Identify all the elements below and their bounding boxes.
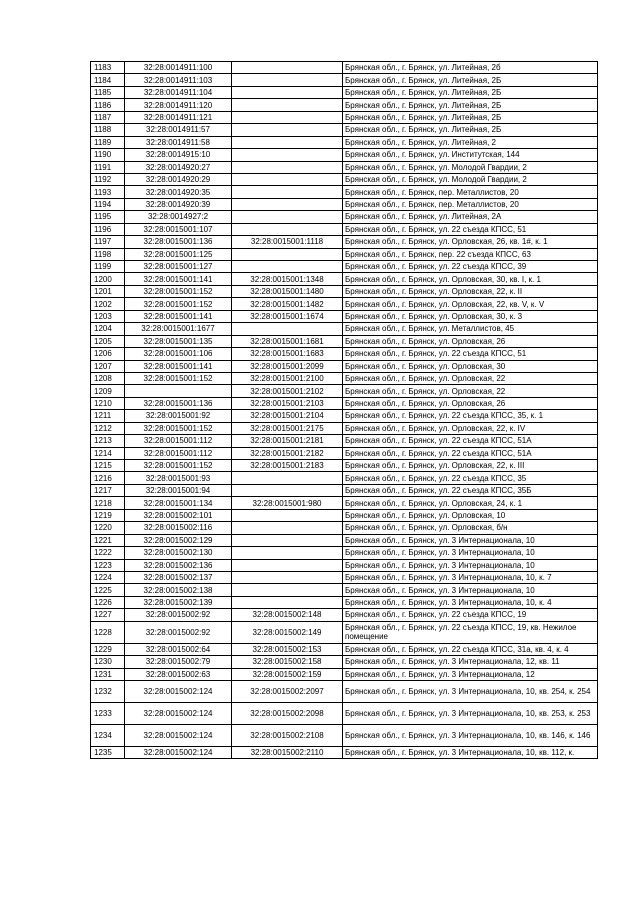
row-number-cell: 1229 [91,643,125,655]
building-cadastral-number-cell [232,111,343,123]
land-cadastral-number-cell: 32:28:0015002:101 [125,509,232,521]
document-page [90,61,598,759]
building-cadastral-number-cell: 32:28:0015001:2183 [232,460,343,472]
building-cadastral-number-cell: 32:28:0015002:158 [232,656,343,668]
building-cadastral-number-cell: 32:28:0015001:1482 [232,298,343,310]
building-cadastral-number-cell: 32:28:0015002:2097 [232,681,343,703]
land-cadastral-number-cell: 32:28:0015002:130 [125,547,232,559]
address-cell: Брянская обл., г. Брянск, ул. Молодой Гвардии, 2 [343,161,598,173]
building-cadastral-number-cell: 32:28:0015001:2099 [232,360,343,372]
building-cadastral-number-cell: 32:28:0015002:2098 [232,703,343,725]
building-cadastral-number-cell [232,261,343,273]
building-cadastral-number-cell [232,534,343,546]
address-cell: Брянская обл., г. Брянск, ул. Литейная, 2Б [343,99,598,111]
address-cell: Брянская обл., г. Брянск, ул. Орловская, 22, к. III [343,460,598,472]
table-row [91,522,598,534]
address-cell: Брянская обл., г. Брянск, ул. 3 Интернационала, 10 [343,534,598,546]
table-row [91,298,598,310]
row-number-cell: 1197 [91,236,125,248]
address-cell: Брянская обл., г. Брянск, ул. 3 Интернационала, 10 [343,584,598,596]
building-cadastral-number-cell [232,198,343,210]
address-cell: Брянская обл., г. Брянск, ул. 3 Интернационала, 10, кв. 253, к. 253 [343,703,598,725]
land-cadastral-number-cell: 32:28:0014911:58 [125,136,232,148]
table-row [91,323,598,335]
address-cell: Брянская обл., г. Брянск, ул. Орловская, б/н [343,522,598,534]
building-cadastral-number-cell [232,136,343,148]
building-cadastral-number-cell [232,211,343,223]
table-row [91,99,598,111]
building-cadastral-number-cell [232,559,343,571]
table-row [91,621,598,643]
building-cadastral-number-cell: 32:28:0015001:980 [232,497,343,509]
building-cadastral-number-cell [232,522,343,534]
table-row [91,248,598,260]
building-cadastral-number-cell [232,173,343,185]
row-number-cell: 1221 [91,534,125,546]
building-cadastral-number-cell [232,149,343,161]
land-cadastral-number-cell: 32:28:0015001:152 [125,372,232,384]
building-cadastral-number-cell: 32:28:0015001:1480 [232,285,343,297]
table-row [91,571,598,583]
table-row [91,410,598,422]
land-cadastral-number-cell: 32:28:0015002:139 [125,596,232,608]
address-cell: Брянская обл., г. Брянск, ул. Литейная, 2б [343,62,598,74]
cadastral-table [90,61,598,759]
table-row [91,497,598,509]
table-row [91,173,598,185]
land-cadastral-number-cell: 32:28:0015002:116 [125,522,232,534]
land-cadastral-number-cell: 32:28:0015001:141 [125,273,232,285]
row-number-cell: 1226 [91,596,125,608]
land-cadastral-number-cell: 32:28:0015002:92 [125,621,232,643]
table-row [91,509,598,521]
land-cadastral-number-cell: 32:28:0014920:27 [125,161,232,173]
table-row [91,285,598,297]
building-cadastral-number-cell: 32:28:0015001:2100 [232,372,343,384]
building-cadastral-number-cell [232,161,343,173]
row-number-cell: 1205 [91,335,125,347]
address-cell: Брянская обл., г. Брянск, ул. 22 съезда КПСС, 51 [343,348,598,360]
land-cadastral-number-cell: 32:28:0015001:136 [125,236,232,248]
address-cell: Брянская обл., г. Брянск, ул. Орловская, 26, кв. 1#, к. 1 [343,236,598,248]
row-number-cell: 1187 [91,111,125,123]
land-cadastral-number-cell: 32:28:0015002:138 [125,584,232,596]
address-cell: Брянская обл., г. Брянск, ул. Орловская, 22 [343,385,598,397]
land-cadastral-number-cell: 32:28:0014920:29 [125,173,232,185]
row-number-cell: 1214 [91,447,125,459]
row-number-cell: 1222 [91,547,125,559]
building-cadastral-number-cell: 32:28:0015002:149 [232,621,343,643]
land-cadastral-number-cell: 32:28:0014911:103 [125,74,232,86]
row-number-cell: 1184 [91,74,125,86]
row-number-cell: 1195 [91,211,125,223]
land-cadastral-number-cell: 32:28:0015002:79 [125,656,232,668]
land-cadastral-number-cell: 32:28:0014911:121 [125,111,232,123]
table-row [91,86,598,98]
row-number-cell: 1211 [91,410,125,422]
table-row [91,747,598,759]
building-cadastral-number-cell: 32:28:0015001:2175 [232,422,343,434]
row-number-cell: 1207 [91,360,125,372]
row-number-cell: 1233 [91,703,125,725]
land-cadastral-number-cell: 32:28:0014920:35 [125,186,232,198]
land-cadastral-number-cell: 32:28:0015001:152 [125,285,232,297]
land-cadastral-number-cell: 32:28:0015001:152 [125,422,232,434]
land-cadastral-number-cell: 32:28:0015001:112 [125,435,232,447]
land-cadastral-number-cell: 32:28:0015002:64 [125,643,232,655]
row-number-cell: 1227 [91,609,125,621]
row-number-cell: 1235 [91,747,125,759]
address-cell: Брянская обл., г. Брянск, ул. 3 Интернационала, 10, кв. 254, к. 254 [343,681,598,703]
address-cell: Брянская обл., г. Брянск, ул. 22 съезда КПСС, 39 [343,261,598,273]
row-number-cell: 1201 [91,285,125,297]
table-row [91,198,598,210]
address-cell: Брянская обл., г. Брянск, ул. Орловская, 30, кв. I, к. 1 [343,273,598,285]
table-row [91,668,598,680]
address-cell: Брянская обл., г. Брянск, ул. 3 Интернационала, 10, к. 4 [343,596,598,608]
land-cadastral-number-cell: 32:28:0015001:125 [125,248,232,260]
table-row [91,435,598,447]
land-cadastral-number-cell: 32:28:0015001:135 [125,335,232,347]
address-cell: Брянская обл., г. Брянск, ул. Орловская, 30 [343,360,598,372]
address-cell: Брянская обл., г. Брянск, ул. 22 съезда КПСС, 31а, кв. 4, к. 4 [343,643,598,655]
land-cadastral-number-cell: 32:28:0015001:1677 [125,323,232,335]
address-cell: Брянская обл., г. Брянск, ул. 22 съезда КПСС, 19, кв. Нежилое помещение [343,621,598,643]
land-cadastral-number-cell: 32:28:0015002:124 [125,681,232,703]
building-cadastral-number-cell: 32:28:0015001:2104 [232,410,343,422]
table-row [91,186,598,198]
row-number-cell: 1203 [91,310,125,322]
row-number-cell: 1232 [91,681,125,703]
address-cell: Брянская обл., г. Брянск, ул. 22 съезда КПСС, 35, к. 1 [343,410,598,422]
table-row [91,643,598,655]
address-cell: Брянская обл., г. Брянск, ул. 3 Интернационала, 10 [343,547,598,559]
building-cadastral-number-cell: 32:28:0015002:159 [232,668,343,680]
address-cell: Брянская обл., г. Брянск, ул. 22 съезда КПСС, 51 [343,223,598,235]
building-cadastral-number-cell [232,124,343,136]
building-cadastral-number-cell [232,472,343,484]
row-number-cell: 1224 [91,571,125,583]
row-number-cell: 1204 [91,323,125,335]
land-cadastral-number-cell: 32:28:0015001:141 [125,310,232,322]
building-cadastral-number-cell: 32:28:0015001:2102 [232,385,343,397]
address-cell: Брянская обл., г. Брянск, ул. Орловская, 22, кв. V, к. V [343,298,598,310]
land-cadastral-number-cell: 32:28:0015001:136 [125,397,232,409]
land-cadastral-number-cell: 32:28:0015002:124 [125,725,232,747]
address-cell: Брянская обл., г. Брянск, ул. Литейная, 2А [343,211,598,223]
land-cadastral-number-cell: 32:28:0014911:104 [125,86,232,98]
address-cell: Брянская обл., г. Брянск, ул. Литейная, 2Б [343,111,598,123]
table-row [91,360,598,372]
building-cadastral-number-cell [232,596,343,608]
row-number-cell: 1206 [91,348,125,360]
table-row [91,136,598,148]
table-row [91,124,598,136]
land-cadastral-number-cell: 32:28:0015001:93 [125,472,232,484]
row-number-cell: 1212 [91,422,125,434]
row-number-cell: 1198 [91,248,125,260]
row-number-cell: 1220 [91,522,125,534]
address-cell: Брянская обл., г. Брянск, пер. Металлистов, 20 [343,198,598,210]
land-cadastral-number-cell: 32:28:0015001:152 [125,460,232,472]
row-number-cell: 1213 [91,435,125,447]
building-cadastral-number-cell: 32:28:0015001:2182 [232,447,343,459]
row-number-cell: 1234 [91,725,125,747]
land-cadastral-number-cell: 32:28:0015001:152 [125,298,232,310]
land-cadastral-number-cell: 32:28:0015002:124 [125,747,232,759]
row-number-cell: 1200 [91,273,125,285]
land-cadastral-number-cell: 32:28:0015002:92 [125,609,232,621]
table-row [91,348,598,360]
row-number-cell: 1208 [91,372,125,384]
building-cadastral-number-cell [232,547,343,559]
address-cell: Брянская обл., г. Брянск, ул. Орловская, 26 [343,335,598,347]
building-cadastral-number-cell: 32:28:0015001:1674 [232,310,343,322]
land-cadastral-number-cell: 32:28:0015002:124 [125,703,232,725]
address-cell: Брянская обл., г. Брянск, ул. Орловская, 24, к. 1 [343,497,598,509]
table-row [91,703,598,725]
table-row [91,656,598,668]
address-cell: Брянская обл., г. Брянск, ул. Орловская, 22 [343,372,598,384]
land-cadastral-number-cell: 32:28:0015002:137 [125,571,232,583]
table-row [91,447,598,459]
building-cadastral-number-cell [232,248,343,260]
table-row [91,596,598,608]
row-number-cell: 1210 [91,397,125,409]
address-cell: Брянская обл., г. Брянск, ул. 3 Интернационала, 12 [343,668,598,680]
table-row [91,111,598,123]
row-number-cell: 1189 [91,136,125,148]
table-body [91,62,598,759]
table-row [91,472,598,484]
land-cadastral-number-cell: 32:28:0015001:106 [125,348,232,360]
land-cadastral-number-cell: 32:28:0014911:57 [125,124,232,136]
land-cadastral-number-cell: 32:28:0014911:120 [125,99,232,111]
building-cadastral-number-cell [232,186,343,198]
row-number-cell: 1192 [91,173,125,185]
building-cadastral-number-cell [232,86,343,98]
building-cadastral-number-cell: 32:28:0015001:1348 [232,273,343,285]
building-cadastral-number-cell [232,323,343,335]
address-cell: Брянская обл., г. Брянск, ул. 22 съезда КПСС, 35Б [343,484,598,496]
building-cadastral-number-cell [232,62,343,74]
table-row [91,609,598,621]
land-cadastral-number-cell: 32:28:0015001:92 [125,410,232,422]
building-cadastral-number-cell: 32:28:0015001:2181 [232,435,343,447]
building-cadastral-number-cell: 32:28:0015002:148 [232,609,343,621]
building-cadastral-number-cell: 32:28:0015001:2103 [232,397,343,409]
row-number-cell: 1193 [91,186,125,198]
address-cell: Брянская обл., г. Брянск, ул. Институтская, 144 [343,149,598,161]
row-number-cell: 1183 [91,62,125,74]
land-cadastral-number-cell: 32:28:0014915:10 [125,149,232,161]
table-row [91,335,598,347]
address-cell: Брянская обл., г. Брянск, ул. Молодой Гвардии, 2 [343,173,598,185]
address-cell: Брянская обл., г. Брянск, ул. Литейная, 2 [343,136,598,148]
row-number-cell: 1228 [91,621,125,643]
table-row [91,460,598,472]
row-number-cell: 1218 [91,497,125,509]
address-cell: Брянская обл., г. Брянск, ул. 3 Интернационала, 12, кв. 11 [343,656,598,668]
table-row [91,372,598,384]
row-number-cell: 1215 [91,460,125,472]
land-cadastral-number-cell: 32:28:0015001:94 [125,484,232,496]
table-row [91,385,598,397]
row-number-cell: 1185 [91,86,125,98]
land-cadastral-number-cell: 32:28:0015001:134 [125,497,232,509]
land-cadastral-number-cell: 32:28:0014927:2 [125,211,232,223]
table-row [91,62,598,74]
building-cadastral-number-cell [232,99,343,111]
row-number-cell: 1199 [91,261,125,273]
building-cadastral-number-cell [232,223,343,235]
table-row [91,547,598,559]
table-row [91,273,598,285]
table-row [91,261,598,273]
table-row [91,681,598,703]
building-cadastral-number-cell: 32:28:0015002:2110 [232,747,343,759]
table-row [91,161,598,173]
address-cell: Брянская обл., г. Брянск, ул. 22 съезда КПСС, 51А [343,435,598,447]
table-row [91,211,598,223]
row-number-cell: 1202 [91,298,125,310]
land-cadastral-number-cell [125,385,232,397]
land-cadastral-number-cell: 32:28:0015001:141 [125,360,232,372]
address-cell: Брянская обл., г. Брянск, ул. Литейная, 2Б [343,74,598,86]
table-row [91,74,598,86]
row-number-cell: 1188 [91,124,125,136]
address-cell: Брянская обл., г. Брянск, ул. Орловская, 30, к. 3 [343,310,598,322]
row-number-cell: 1190 [91,149,125,161]
row-number-cell: 1231 [91,668,125,680]
address-cell: Брянская обл., г. Брянск, ул. 22 съезда КПСС, 35 [343,472,598,484]
building-cadastral-number-cell: 32:28:0015002:2108 [232,725,343,747]
address-cell: Брянская обл., г. Брянск, ул. Орловская, 26 [343,397,598,409]
table-row [91,236,598,248]
table-row [91,584,598,596]
row-number-cell: 1219 [91,509,125,521]
address-cell: Брянская обл., г. Брянск, ул. Орловская, 22, к. II [343,285,598,297]
table-row [91,534,598,546]
table-row [91,725,598,747]
building-cadastral-number-cell: 32:28:0015002:153 [232,643,343,655]
row-number-cell: 1225 [91,584,125,596]
table-row [91,397,598,409]
row-number-cell: 1216 [91,472,125,484]
address-cell: Брянская обл., г. Брянск, ул. Литейная, 2Б [343,124,598,136]
address-cell: Брянская обл., г. Брянск, ул. 3 Интернационала, 10, к. 7 [343,571,598,583]
building-cadastral-number-cell: 32:28:0015001:1683 [232,348,343,360]
land-cadastral-number-cell: 32:28:0015001:112 [125,447,232,459]
building-cadastral-number-cell: 32:28:0015001:1681 [232,335,343,347]
building-cadastral-number-cell [232,509,343,521]
address-cell: Брянская обл., г. Брянск, ул. 3 Интернационала, 10, кв. 112, к. [343,747,598,759]
table-row [91,422,598,434]
address-cell: Брянская обл., г. Брянск, ул. 22 съезда КПСС, 51А [343,447,598,459]
land-cadastral-number-cell: 32:28:0015002:136 [125,559,232,571]
land-cadastral-number-cell: 32:28:0015001:127 [125,261,232,273]
address-cell: Брянская обл., г. Брянск, ул. Орловская, 10 [343,509,598,521]
land-cadastral-number-cell: 32:28:0014911:100 [125,62,232,74]
address-cell: Брянская обл., г. Брянск, ул. Литейная, 2Б [343,86,598,98]
row-number-cell: 1186 [91,99,125,111]
row-number-cell: 1196 [91,223,125,235]
land-cadastral-number-cell: 32:28:0015002:129 [125,534,232,546]
building-cadastral-number-cell [232,484,343,496]
building-cadastral-number-cell [232,74,343,86]
building-cadastral-number-cell: 32:28:0015001:1118 [232,236,343,248]
table-row [91,310,598,322]
address-cell: Брянская обл., г. Брянск, пер. 22 съезда КПСС, 63 [343,248,598,260]
address-cell: Брянская обл., г. Брянск, ул. 22 съезда КПСС, 19 [343,609,598,621]
row-number-cell: 1191 [91,161,125,173]
address-cell: Брянская обл., г. Брянск, ул. 3 Интернационала, 10, кв. 146, к. 146 [343,725,598,747]
table-row [91,559,598,571]
table-row [91,223,598,235]
address-cell: Брянская обл., г. Брянск, ул. Металлистов, 45 [343,323,598,335]
address-cell: Брянская обл., г. Брянск, ул. 3 Интернационала, 10 [343,559,598,571]
table-row [91,484,598,496]
building-cadastral-number-cell [232,584,343,596]
row-number-cell: 1223 [91,559,125,571]
row-number-cell: 1217 [91,484,125,496]
row-number-cell: 1194 [91,198,125,210]
building-cadastral-number-cell [232,571,343,583]
table-row [91,149,598,161]
land-cadastral-number-cell: 32:28:0015002:63 [125,668,232,680]
address-cell: Брянская обл., г. Брянск, пер. Металлистов, 20 [343,186,598,198]
row-number-cell: 1230 [91,656,125,668]
land-cadastral-number-cell: 32:28:0014920:39 [125,198,232,210]
row-number-cell: 1209 [91,385,125,397]
land-cadastral-number-cell: 32:28:0015001:107 [125,223,232,235]
address-cell: Брянская обл., г. Брянск, ул. Орловская, 22, к. IV [343,422,598,434]
